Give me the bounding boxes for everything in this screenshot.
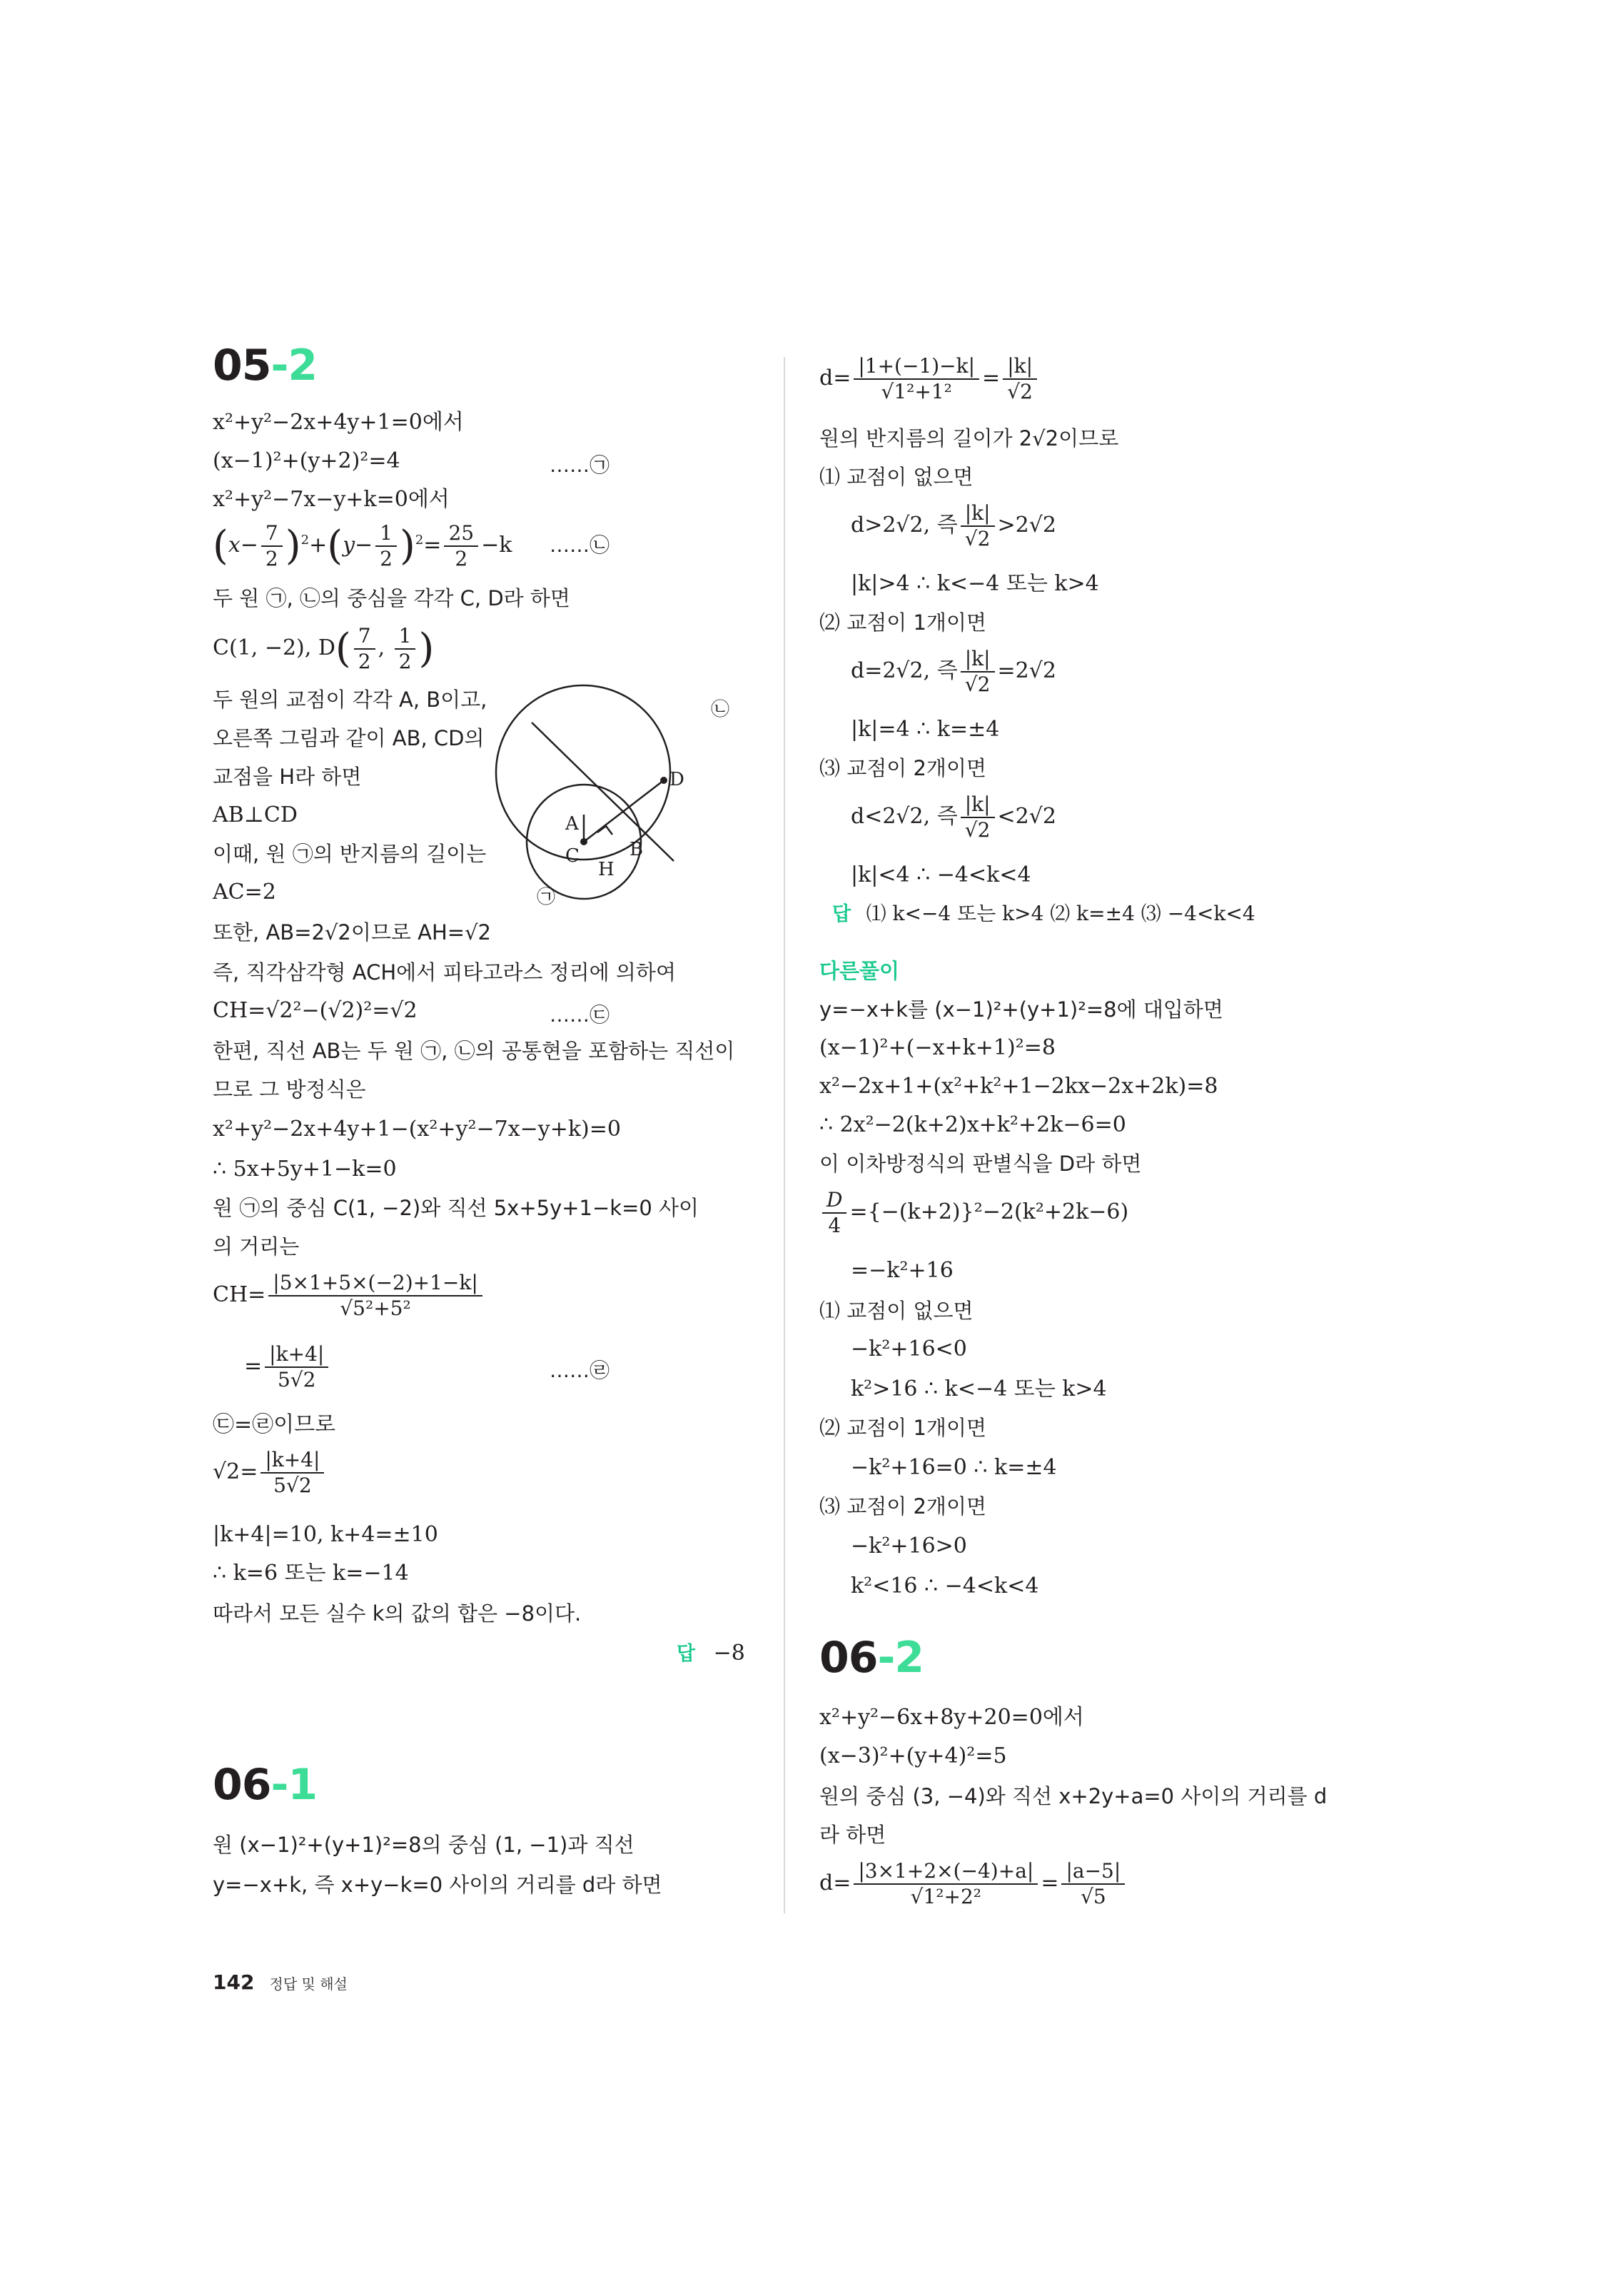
- text-line: ⑶ 교점이 2개이면: [819, 1494, 986, 1519]
- fraction: $\frac{|a-5|}{√5}$: [1061, 1859, 1125, 1909]
- equation-line: x²−2x+1+(x²+k²+1−2kx−2x+2k)=8: [819, 1074, 1218, 1099]
- section-sub-number: 2: [288, 341, 318, 391]
- text-line: 즉, 직각삼각형 ACH에서 피타고라스 정리에 의하여: [213, 960, 676, 985]
- equation-line-fractions: √2= $\frac{|k+4|}{5√2}$: [213, 1448, 327, 1505]
- equation-mark: ……㉠: [550, 453, 610, 477]
- text-line: 오른쪽 그림과 같이 AB, CD의: [213, 726, 485, 750]
- label-h: H: [598, 859, 615, 880]
- text-line: 두 원의 교점이 각각 A, B이고,: [213, 688, 487, 712]
- equation-line: −k²+16>0: [851, 1534, 967, 1559]
- section-number: 06: [819, 1633, 878, 1683]
- equation-mark: ……㉡: [550, 533, 610, 557]
- equation-line-fractions: C(1, −2), D( $\frac{7}{2}$ , $\frac{1}{2}$ ): [213, 624, 435, 673]
- text-line: 한편, 직선 AB는 두 원 ㉠, ㉡의 공통현을 포함하는 직선이: [213, 1039, 735, 1063]
- text-line: 라 하면: [819, 1823, 886, 1847]
- label-circle-2: ㉡: [711, 699, 730, 720]
- answer-label: 답: [677, 1643, 696, 1665]
- label-c: C: [565, 845, 580, 867]
- equation-line: ∴ 2x²−2(k+2)x+k²+2k−6=0: [819, 1112, 1126, 1137]
- equation-line-fractions: d>2√2, 즉 $\frac{|k|}{√2}$ >2√2: [851, 501, 1056, 550]
- text-line: y=−x+k, 즉 x+y−k=0 사이의 거리를 d라 하면: [213, 1873, 662, 1897]
- equation-line: ㉢=㉣이므로: [213, 1412, 336, 1437]
- text-line: ⑴ 교점이 없으면: [819, 1299, 974, 1323]
- right-angle-mark: [597, 826, 612, 835]
- alt-solution-title: 다른풀이: [819, 959, 900, 983]
- fraction: $\frac{|k|}{√2}$: [961, 501, 995, 551]
- text-line: 따라서 모든 실수 k의 값의 합은 −8이다.: [213, 1601, 582, 1626]
- equation-line: |k|>4 ∴ k<−4 또는 k>4: [851, 571, 1099, 596]
- page-number: 142: [213, 1970, 255, 1994]
- text-line: ⑴ 교점이 없으면: [819, 465, 974, 489]
- equation-line-fractions: d= $\frac{|3\times 1+2\times(-4)+a|}{\text{√1²+2²}}$ = $\frac{|a-5|}{√5}$: [819, 1859, 1128, 1916]
- equation-line: x²+y²−6x+8y+20=0에서: [819, 1705, 1084, 1730]
- page-footer: [213, 1970, 348, 1994]
- answer-line: [832, 900, 1255, 928]
- column-divider: [784, 357, 785, 1913]
- section-title-06-2: 06-2: [819, 1633, 924, 1683]
- fraction: $\frac{1}{2}$: [395, 624, 416, 674]
- equation-mark: ……㉢: [550, 1003, 610, 1027]
- fraction: $\frac{|k|}{√2}$: [961, 792, 995, 842]
- equation-line-fractions: d= $\frac{|1+(-1)-k|}{\text{√1²+1²}}$ = $\frac{|k|}{√2}$: [819, 354, 1040, 411]
- fraction: $\frac{|k+4|}{5√2}$: [261, 1448, 324, 1498]
- text-line: ⑵ 교점이 1개이면: [819, 610, 986, 635]
- equation-line: k²<16 ∴ −4<k<4: [851, 1574, 1039, 1598]
- fraction: $\frac{|k|}{√2}$: [1003, 354, 1037, 404]
- text-line: 원 (x−1)²+(y+1)²=8의 중심 (1, −1)과 직선: [213, 1833, 634, 1857]
- fraction: $\frac{|k|}{√2}$: [961, 647, 995, 697]
- section-title-06-1: 06-1: [213, 1760, 318, 1810]
- equation-line: AB⊥CD: [213, 802, 298, 827]
- text-line: 이때, 원 ㉠의 반지름의 길이는: [213, 842, 487, 866]
- section-title-05-2: 05-2: [213, 341, 318, 391]
- equation-line: −k²+16=0 ∴ k=±4: [851, 1455, 1057, 1480]
- equation-line-fractions: (x− $\frac{7}{2}$ )$^2$+(y− $\frac{1}{2}$ )$^2$= $\frac{25}{2}$ −k: [213, 521, 512, 570]
- equation-line: x²+y²−7x−y+k=0에서: [213, 487, 450, 512]
- section-sub-number: 2: [894, 1633, 924, 1683]
- equation-line: |k|=4 ∴ k=±4: [851, 717, 1000, 742]
- answer-label: 답: [832, 903, 851, 925]
- label-a: A: [565, 813, 579, 835]
- equation-line: CH=√2²−(√2)²=√2: [213, 998, 418, 1023]
- line-ab: [532, 722, 674, 861]
- fraction: $\frac{7}{2}$: [261, 521, 283, 571]
- text-line: ⑶ 교점이 2개이면: [819, 756, 986, 780]
- equation-line: ∴ 5x+5y+1−k=0: [213, 1157, 397, 1182]
- text-line: 므로 그 방정식은: [213, 1077, 366, 1102]
- fraction: $\frac{|5\times 1+5\times(-2)+1-k|}{\text{√5²+5²}}$: [268, 1271, 482, 1321]
- equation-line-fractions: = $\frac{|k+4|}{5√2}$: [244, 1342, 331, 1399]
- equation-line: −k²+16<0: [851, 1336, 967, 1361]
- point-d: [660, 777, 667, 784]
- equation-line: (x−1)²+(y+2)²=4: [213, 448, 400, 473]
- equation-line: x²+y²−2x+4y+1−(x²+y²−7x−y+k)=0: [213, 1117, 621, 1142]
- equation-line: AC=2: [213, 880, 276, 905]
- section-number: 05: [213, 341, 271, 391]
- text-line: 교점을 H라 하면: [213, 765, 362, 789]
- equation-line: k²>16 ∴ k<−4 또는 k>4: [851, 1376, 1107, 1401]
- text-line: 두 원 ㉠, ㉡의 중심을 각각 C, D라 하면: [213, 586, 570, 610]
- equation-line-fractions: d=2√2, 즉 $\frac{|k|}{√2}$ =2√2: [851, 647, 1056, 696]
- equation-mark: ……㉣: [550, 1359, 610, 1382]
- text-line: 원의 중심 (3, −4)와 직선 x+2y+a=0 사이의 거리를 d: [819, 1784, 1328, 1808]
- equation-line: |k|<4 ∴ −4<k<4: [851, 862, 1031, 887]
- equation-line: =−k²+16: [851, 1258, 954, 1283]
- equation-line: (x−3)²+(y+4)²=5: [819, 1743, 1007, 1768]
- page-label: 정답 및 해설: [269, 1975, 348, 1993]
- fraction: $\frac{25}{2}$: [444, 521, 478, 571]
- text-line: 또한, AB=2√2이므로 AH=√2: [213, 920, 492, 945]
- text-line: 의 거리는: [213, 1234, 300, 1259]
- segment-cd: [584, 780, 664, 842]
- label-circle-1: ㉠: [537, 887, 556, 908]
- text-line: 원의 반지름의 길이가 2√2이므로: [819, 426, 1119, 450]
- answer-line: [677, 1639, 745, 1668]
- section-number: 06: [213, 1760, 271, 1810]
- equation-line: |k+4|=10, k+4=±10: [213, 1522, 438, 1547]
- equation-line-fractions: $\frac{D}{4}$ ={−(k+2)}²−2(k²+2k−6): [819, 1188, 1128, 1245]
- text-line: 이 이차방정식의 판별식을 D라 하면: [819, 1152, 1142, 1176]
- equation-line-fractions: d<2√2, 즉 $\frac{|k|}{√2}$ <2√2: [851, 792, 1056, 842]
- text-line: 원 ㉠의 중심 C(1, −2)와 직선 5x+5y+1−k=0 사이: [213, 1196, 699, 1220]
- equation-line: (x−1)²+(−x+k+1)²=8: [819, 1035, 1056, 1060]
- point-c: [580, 838, 587, 845]
- fraction: $\frac{|k+4|}{5√2}$: [265, 1342, 328, 1392]
- equation-line-fractions: CH= $\frac{|5\times 1+5\times(-2)+1-k|}{\text{√5²+5²}}$: [213, 1271, 485, 1328]
- equation-line: ∴ k=6 또는 k=−14: [213, 1561, 409, 1586]
- label-d: D: [669, 769, 684, 790]
- answer-value: −8: [713, 1641, 745, 1666]
- fraction: $\frac{1}{2}$: [375, 521, 397, 571]
- fraction: $\frac{|1+(-1)-k|}{\text{√1²+1²}}$: [854, 354, 979, 404]
- answer-value: ⑴ k<−4 또는 k>4 ⑵ k=±4 ⑶ −4<k<4: [866, 902, 1255, 925]
- fraction: $\frac{D}{4}$: [822, 1188, 846, 1238]
- text-line: ⑵ 교점이 1개이면: [819, 1416, 986, 1440]
- label-b: B: [630, 839, 644, 860]
- fraction: $\frac{7}{2}$: [354, 624, 375, 674]
- equation-line: x²+y²−2x+4y+1=0에서: [213, 410, 464, 435]
- text-line: y=−x+k를 (x−1)²+(y+1)²=8에 대입하면: [819, 997, 1223, 1022]
- fraction: $\frac{|3\times 1+2\times(-4)+a|}{\text{√1²+2²}}$: [854, 1859, 1038, 1909]
- section-sub-number: 1: [288, 1760, 318, 1810]
- two-circles-figure: [213, 343, 730, 935]
